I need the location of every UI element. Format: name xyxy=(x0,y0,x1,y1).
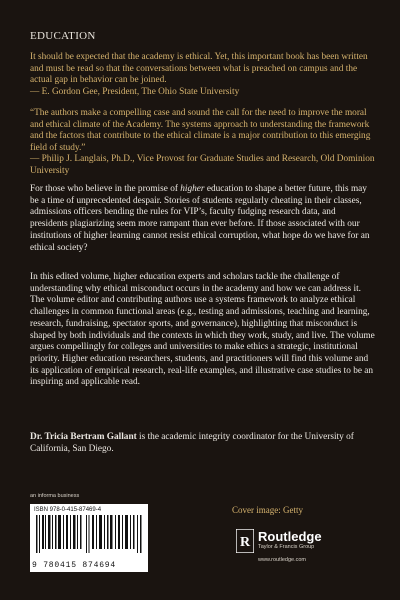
publisher-url: www.routledge.com xyxy=(258,557,306,563)
isbn-text: ISBN 978-0-415-87469-4 xyxy=(34,507,102,513)
publisher-tagline: Taylor & Francis Group xyxy=(258,544,315,550)
description-paragraph-1 xyxy=(30,184,375,254)
cover-image-credit: Cover image: Getty xyxy=(232,505,303,515)
svg-text:R: R xyxy=(239,535,251,550)
author-bio-text: is the academic integrity coordinator for the University of California, San Diego. xyxy=(30,432,354,454)
barcode-box xyxy=(30,504,148,572)
paragraph-2-text: In this edited volume, higher education experts and scholars tackle the challenge of understanding why ethical misconduct occurs in the academy and how we can address it. The volume editor and contributing authors use a systems framework to analyze ethical challenges in common functional areas (e.g., testing and admissions, teaching and learning, research, fundraising, spectator sports, and governance), highlighting that misconduct is shaped by both individuals and the contexts in which they work, study, and live. The volume argues compellingly for colleges and universities to make ethics a strategic, institutional priority. Higher education researchers, students, and practitioners will find this volume and its application of empirical research, real-life examples, and illustrative case studies to be an inspiring and applicable read. xyxy=(30,272,375,388)
paragraph-1-before: For those who believe in the promise of xyxy=(30,184,181,194)
quote-1-text: It should be expected that the academy is ethical. Yet, this important book has been written and must be read so that the conversations between what is preached on campus and the actual gap in behavior can be joined. xyxy=(30,52,368,86)
author-name: Dr. Tricia Bertram Gallant xyxy=(30,432,137,442)
description-paragraph-2 xyxy=(30,272,375,389)
barcode-header: an informa business xyxy=(30,493,80,499)
routledge-logo-icon xyxy=(236,529,254,553)
barcode-digits: 9 780415 874694 xyxy=(32,561,117,570)
barcode-bars-icon xyxy=(36,515,142,553)
author-bio xyxy=(30,432,375,455)
quote-2-attribution: — Philip J. Langlais, Ph.D., Vice Provost for Graduate Studies and Research, Old Dominion University xyxy=(30,154,375,176)
paragraph-1-emphasis: higher xyxy=(180,184,205,194)
endorsement-quote-2 xyxy=(30,108,378,178)
paragraph-1-after: education to shape a better future, this may be a time of unprecedented despair. Stories of students regularly cheating in their classes, admissions officers bending the rules for VIP’s, faculty fudging research data, and presidents plagiarizing seem more rampant than ever before. If those associated with our institutions of higher learning cannot resist ethical corruption, what hope do we have for an ethical society? xyxy=(30,184,370,253)
publisher-name: Routledge xyxy=(258,529,322,544)
category-label: EDUCATION xyxy=(30,30,96,42)
quote-1-attribution: — E. Gordon Gee, President, The Ohio State University xyxy=(30,86,240,97)
quote-2-text: “The authors make a compelling case and sound the call for the need to improve the moral and ethical climate of the Academy. The systems approach to understanding the framework and the factors that contribute to the ethical climate is a major contribution to this emerging field of study.” xyxy=(30,108,371,153)
endorsement-quote-1 xyxy=(30,52,378,98)
publisher-block xyxy=(236,527,366,571)
